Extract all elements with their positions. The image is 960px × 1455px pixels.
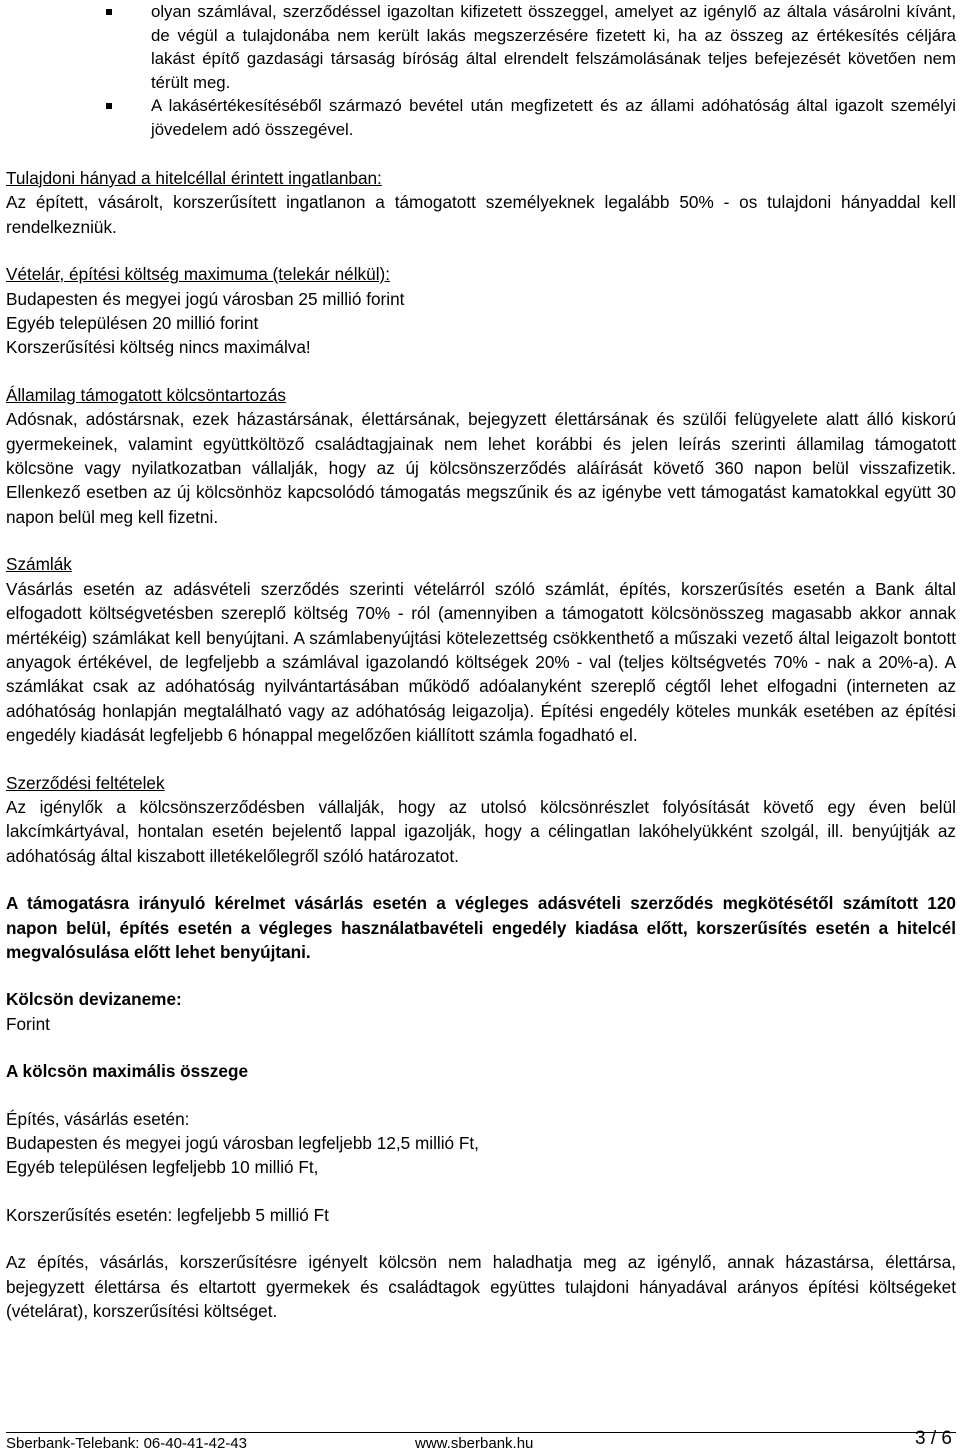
list-item [118,0,956,94]
deadline-text: A támogatásra irányuló kérelmet vásárlás esetén a végleges adásvételi szerződés megkötésétől számított 120 napon belül, építés esetén a végleges használatbavételi engedély kiadása előtt, korszerűsítés esetén a hitelcél megvalósulása előtt lehet benyújtani. [6,893,956,962]
price-limit-line: Egyéb településen 20 millió forint [6,313,259,334]
square-bullet-icon [106,103,112,109]
list-item [118,94,956,141]
max-amount-line: Egyéb településen legfeljebb 10 millió Ft, [6,1157,319,1178]
price-limit-line: Budapesten és megyei jogú városban 25 millió forint [6,288,405,309]
website-link[interactable]: www.sberbank.hu [415,1435,534,1452]
telebank-phone: Sberbank-Telebank: 06-40-41-42-43 [6,1435,247,1452]
bullet-list [118,0,956,141]
currency-value: Forint [6,1013,50,1034]
price-limit-heading: Vételár, építési költség maximuma (telekár nélkül): [6,264,391,285]
contract-text: Az igénylők a kölcsönszerződésben vállalják, hogy az utolsó kölcsönrészlet folyósítását követő egy éven belül lakcímkártyával, hontalan esetén bejelentő lappal igazolják, hogy a célingatlan lakóhelyükként szolgál, ill. benyújtják az adóhatóság által kiszabott illetékelőlegről szóló határozatot. [6,796,956,866]
debt-text: Adósnak, adóstársnak, ezek házastársának, élettársának, bejegyzett élettársának és szülői felügyelete alatt álló kiskorú gyermekeinek, valamint együttköltöző családtagjainak nem lehet korábbi és jelen leírás szerinti államilag támogatott kölcsöne vagy nyilatkozatban vállalják, hogy az új kölcsönszerződés aláírását követő 360 napon belül visszafizetik. Ellenkező esetben az új kölcsönhöz kapcsolódó támogatás megszűnik és az igénybe vett támogatást kamatokkal együtt 30 napon belül meg kell fizetni. [6,409,956,527]
price-limit-line: Korszerűsítési költség nincs maximálva! [6,337,311,358]
invoices-heading: Számlák [6,554,72,575]
debt-heading: Államilag támogatott kölcsöntartozás [6,384,286,405]
contract-heading: Szerződési feltételek [6,772,165,793]
max-amount-text: Az építés, vásárlás, korszerűsítésre igényelt kölcsön nem haladhatja meg az igénylő, annak házastársa, élettársa, bejegyzett élettársa és eltartott gyermekek és családtagok együttes tulajdoni hányadával arányos építési költségeket (vételárat), korszerűsítési költséget. [6,1252,956,1322]
currency-heading: Kölcsön devizaneme: [6,989,182,1010]
renovation-limit: Korszerűsítés esetén: legfeljebb 5 millió Ft [6,1204,329,1225]
ownership-heading: Tulajdoni hányad a hitelcéllal érintett ingatlanban: [6,168,382,188]
max-amount-heading: A kölcsön maximális összege [6,1061,249,1082]
max-amount-subheading: Építés, vásárlás esetén: [6,1108,190,1129]
bullet-text: olyan számlával, szerződéssel igazoltan kifizetett összeggel, amelyet az igénylő az általa vásárolni kívánt, de végül a tulajdonába nem került lakás megszerzésére fizetett ki, ha az összeg az értékesítés céljára lakást építő gazdasági társaság bíróság által elrendelt felszámolásának teljes befejezését követően nem térült meg. [151,2,956,92]
document-body [6,166,956,1323]
ownership-text: Az épített, vásárolt, korszerűsített ingatlanon a támogatott személyeknek legalább 50% - os tulajdoni hányaddal kell rendelkezniük. [6,192,956,237]
square-bullet-icon [106,9,112,15]
page-number: 3 / 6 [915,1428,952,1449]
bullet-text: A lakásértékesítéséből származó bevétel után megfizetett és az állami adóhatóság által igazolt személyi jövedelem adó összegével. [151,96,956,139]
page-footer [6,1428,956,1455]
invoices-text: Vásárlás esetén az adásvételi szerződés szerinti vételárról szóló számlát, építés, korszerűsítés esetén a Bank által elfogadott költségvetésben szereplő költség 70% - ról (amennyiben a támogatott kölcsönösszeg magasabb akkor annak mértékéig) számlákat kell benyújtani. A számlabenyújtási kötelezettség csökkenthető a műszaki vezető által leigazolt bontott anyagok értékével, de legfeljebb a számlával igazolandó költségek 20% - val (teljes költségvetés 70% - nak a 20%-a). A számlákat csak az adóhatóság nyilvántartásában működő adóalanyként szereplő cégtől lehet elfogadni (interneten az adóhatóság honlapján megtalálható vagy az adóhatóság leigazolja). Építési engedély köteles munkák esetében az építési engedély kiadását legfeljebb 6 hónappal megelőzően kiállított számla fogadható el. [6,578,956,746]
max-amount-line: Budapesten és megyei jogú városban legfeljebb 12,5 millió Ft, [6,1133,479,1153]
